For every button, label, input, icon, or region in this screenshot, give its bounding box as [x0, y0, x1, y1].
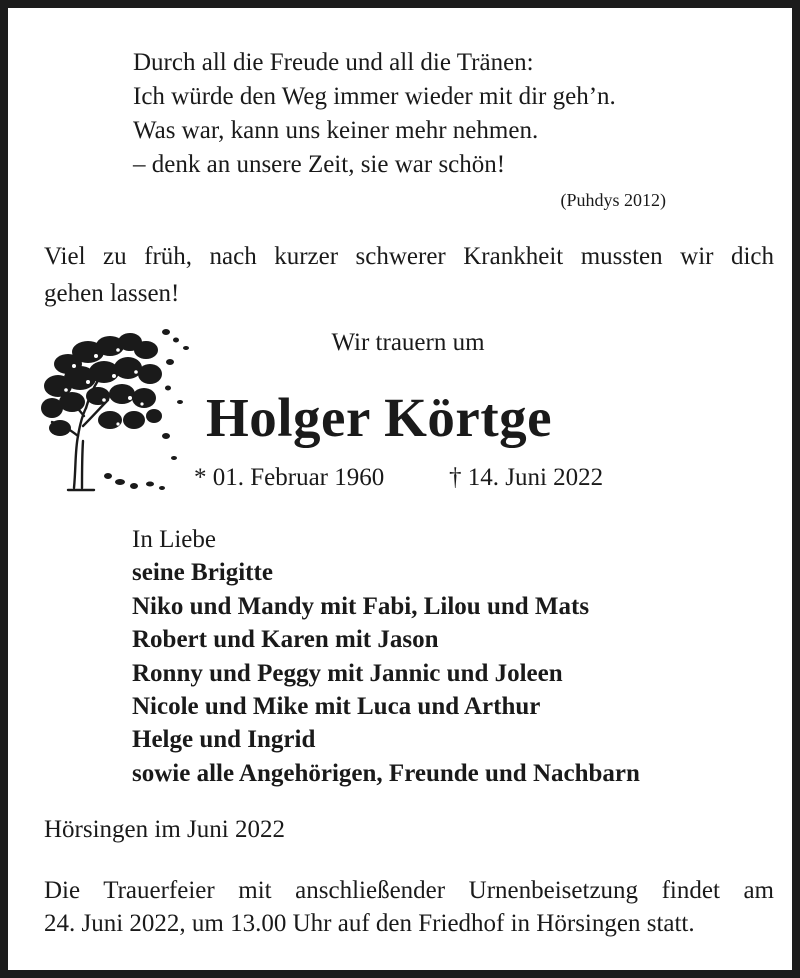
birth-date: * 01. Februar 1960 [194, 464, 385, 491]
poem-line: – denk an unsere Zeit, sie war schön! [133, 151, 506, 178]
mourner-entry: Nicole und Mike mit Luca und Arthur [132, 693, 541, 721]
deceased-name: Holger Körtge [206, 387, 553, 448]
poem-source: (Puhdys 2012) [560, 190, 666, 210]
mourners-list [132, 523, 640, 790]
mourner-entry: sowie alle Angehörigen, Freunde und Nachbarn [132, 759, 640, 787]
mourner-entry: seine Brigitte [132, 559, 273, 587]
mourner-entry: Ronny und Peggy mit Jannic und Joleen [132, 659, 563, 687]
mourner-entry: Robert und Karen mit Jason [132, 626, 439, 654]
poem-line: Durch all die Freude und all die Tränen: [133, 49, 534, 76]
mourner-entry: Niko und Mandy mit Fabi, Lilou und Mats [132, 592, 590, 620]
place-and-date: Hörsingen im Juni 2022 [44, 816, 285, 843]
funeral-info-line: Die Trauerfeier mit anschließender Urnenbeisetzung findet am [44, 877, 774, 904]
poem [133, 46, 616, 182]
mourner-entry: Helge und Ingrid [132, 726, 316, 754]
intro-text [44, 238, 774, 312]
intro-line: Viel zu früh, nach kurzer schwerer Krankheit mussten wir dich [44, 243, 774, 270]
mourning-heading: Wir trauern um [331, 329, 485, 356]
death-date: † 14. Juni 2022 [449, 464, 604, 491]
mourners-intro: In Liebe [132, 526, 216, 553]
funeral-info-line: 24. Juni 2022, um 13.00 Uhr auf den Friedhof in Hörsingen statt. [44, 910, 695, 937]
intro-line: gehen lassen! [44, 280, 180, 307]
poem-line: Ich würde den Weg immer wieder mit dir geh’n. [133, 83, 616, 110]
funeral-info [44, 874, 774, 940]
poem-line: Was war, kann uns keiner mehr nehmen. [133, 117, 539, 144]
